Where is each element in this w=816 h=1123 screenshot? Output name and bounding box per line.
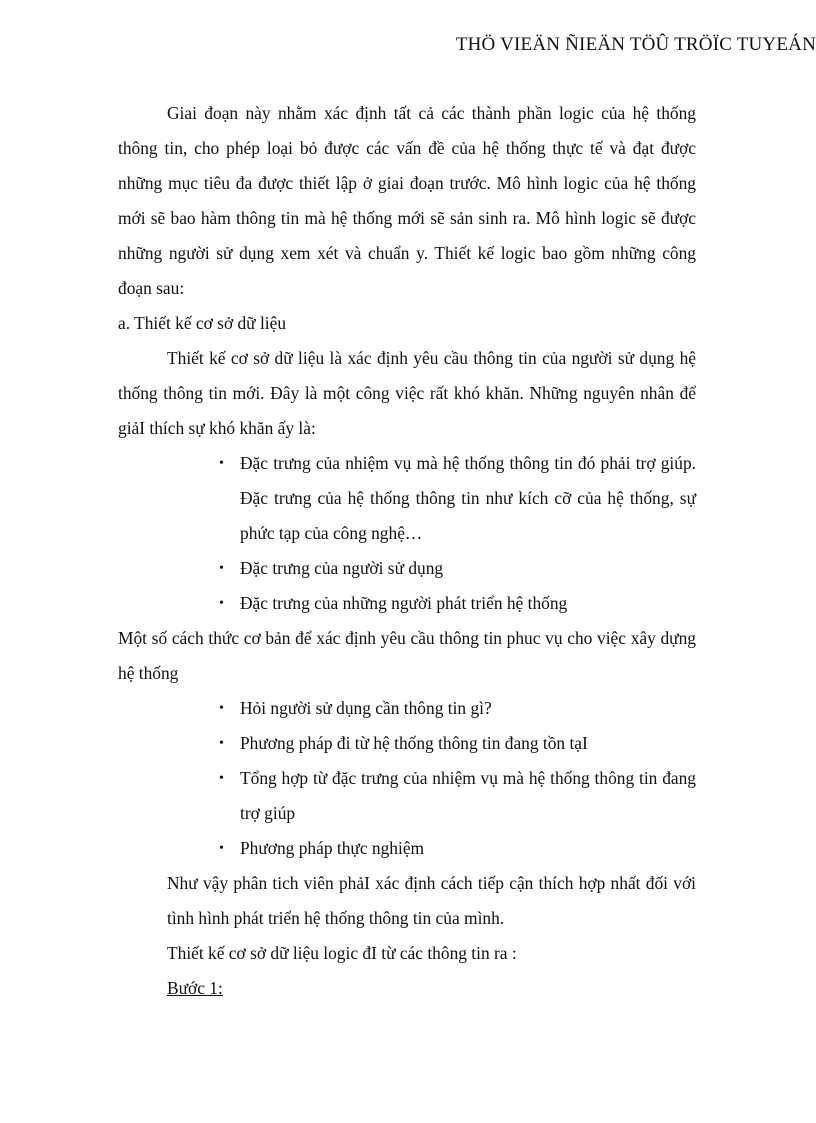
bullet-icon: • <box>219 701 224 716</box>
bullet-icon: • <box>219 456 224 471</box>
logic-design-line: Thiết kế cơ sở dữ liệu logic đI từ các thông tin ra : <box>167 943 517 963</box>
list-item-text: Phương pháp thực nghiệm <box>240 838 425 858</box>
list-item <box>219 691 696 726</box>
list-item <box>219 446 696 551</box>
list-item-text: Đặc trưng của người sử dụng <box>240 558 444 578</box>
methods-intro-paragraph: Một số cách thức cơ bản để xác định yêu cầu thông tin phuc vụ cho việc xây dựng hệ thống <box>118 628 696 683</box>
list-item-text: Tổng hợp từ đặc trưng của nhiệm vụ mà hệ thống thông tin đang trợ giúp <box>240 768 696 823</box>
list-item <box>219 726 696 761</box>
list-item-text: Đặc trưng của nhiệm vụ mà hệ thống thông tin đó phải trợ giúp. Đặc trưng của hệ thống thông tin như kích cỡ của hệ thống, sự phức tạp của công nghệ… <box>240 453 696 543</box>
list-item-text: Hỏi người sử dụng cần thông tin gì? <box>240 698 492 718</box>
reasons-list <box>118 446 696 621</box>
document-body <box>118 96 696 1006</box>
bullet-icon: • <box>219 561 224 576</box>
list-item <box>219 831 696 866</box>
bullet-icon: • <box>219 596 224 611</box>
list-item-text: Phương pháp đi từ hệ thống thông tin đang tồn tạI <box>240 733 588 753</box>
conclusion-paragraph: Như vậy phân tich viên phảI xác định cách tiếp cận thích hợp nhất đối với tình hình phát triển hệ thống thông tin của mình. <box>167 873 696 928</box>
list-item-text: Đặc trưng của những người phát triển hệ thống <box>240 593 568 613</box>
list-item <box>219 551 696 586</box>
bullet-icon: • <box>219 841 224 856</box>
step-heading <box>118 971 696 1006</box>
step-label: Bước 1: <box>167 978 223 998</box>
intro-paragraph: Giai đoạn này nhằm xác định tất cả các thành phần logic của hệ thống thông tin, cho phép loại bỏ được các vấn đề của hệ thống thực tế và đạt được những mục tiêu đa được thiết lập ở giai đoạn trước. Mô hình logic của hệ thống mới sẽ bao hàm thông tin mà hệ thống mới sẽ sản sinh ra. Mô hình logic sẽ được những người sử dụng xem xét và chuẩn y. Thiết kế logic bao gồm những công đoạn sau: <box>118 103 696 298</box>
bullet-icon: • <box>219 771 224 786</box>
list-item <box>219 586 696 621</box>
section-heading: a. Thiết kế cơ sở dữ liệu <box>118 313 287 333</box>
design-paragraph: Thiết kế cơ sở dữ liệu là xác định yêu cầu thông tin của người sử dụng hệ thống thông tin mới. Đây là một công việc rất khó khăn. Những nguyên nhân để giảI thích sự khó khăn ấy là: <box>118 348 696 438</box>
bullet-icon: • <box>219 736 224 751</box>
list-item <box>219 761 696 831</box>
methods-list <box>118 691 696 866</box>
running-header: THÖ VIEÄN ÑIEÄN TÖÛ TRÖÏC TUYEÁN <box>455 34 816 55</box>
